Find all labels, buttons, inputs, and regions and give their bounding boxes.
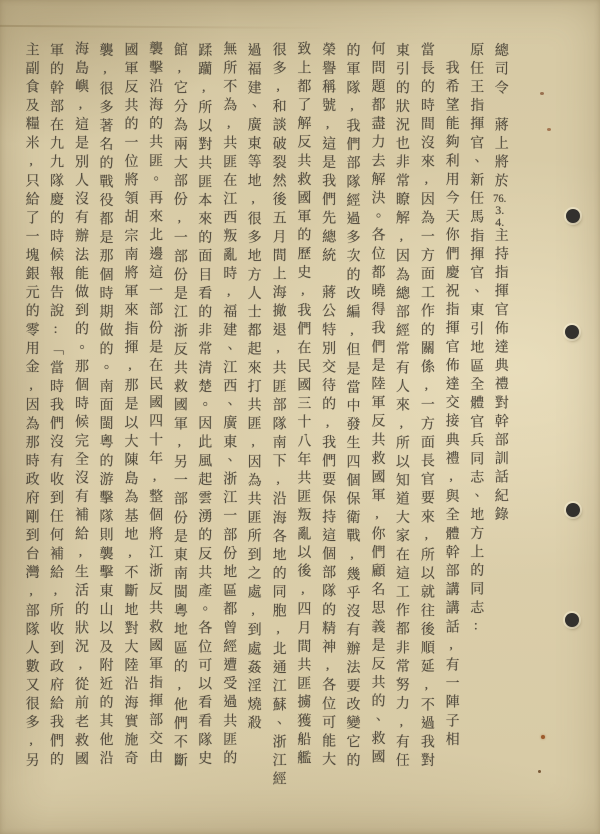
text-column-15: 襲擊沿海的共匪。再來北邊這一部份是在民國四十年,整個將江浙反共救國軍指揮部交由 bbox=[147, 41, 163, 768]
punch-hole-4 bbox=[565, 613, 579, 627]
text-column-13: 蹂躪,所以對共匪本來的面目看的非常清楚。因此風起雲湧的反共產。各位可以看看隊史 bbox=[196, 42, 212, 770]
text-column-14: 館,它分為兩大部份,一部份是江浙反共救國軍,另一部份是東南閩粵地區的,他們不斷 bbox=[171, 42, 187, 772]
punch-hole-3 bbox=[566, 503, 580, 517]
paper-stain bbox=[541, 735, 545, 739]
text-column-9: 致上都了解反共救國軍的歷史,我們在民國三十八年共匪叛亂以後,四月間共匪擄獲船艦 bbox=[295, 41, 311, 769]
text-column-4: 當長的時間沒來,因為一方面工作的關係,一方面長官要來,所以就往後順延,不過我對 bbox=[418, 42, 434, 772]
punch-hole-2 bbox=[565, 325, 579, 339]
date-numeral: 76. bbox=[493, 191, 507, 204]
date-numeral: 4. bbox=[495, 215, 505, 228]
text-column-19: 軍的幹部在九九隊慶的時候報告說:「當時我們沒有收到任何補給,所收到政府給我們的 bbox=[48, 42, 64, 771]
text-column-17: 襲,很多著名的戰役都是那個時期做的。南面閩粵的游擊隊則襲擊東山以及附近的其他沿 bbox=[97, 42, 113, 770]
paper-stain bbox=[540, 92, 544, 95]
text-column-18: 海島嶼,這是別人沒有辦法能做到的。那個時候完全沒有補給,生活的狀況,從前老救國 bbox=[73, 41, 89, 770]
text-column-12: 無所不為,共匪在江西叛亂時,福建、江西、廣東、浙江一部份地區都曾經遭受過共匪的 bbox=[221, 41, 237, 769]
text-column-1: 總司令 蔣上將於76.3.4.主持指揮官佈達典禮對幹部訓話紀錄 bbox=[492, 42, 508, 526]
speech-transcript-text bbox=[18, 42, 512, 798]
date-numeral: 3. bbox=[495, 203, 505, 216]
text-column-16: 國軍反共的一位將領胡宗南將軍來指揮,那是以大陳島為基地,不斷地對大陸沿海實施奇 bbox=[122, 42, 138, 770]
text-column-11: 過福建、廣東等地,很多地方人士都起來打共匪,因為共匪所到之處,到處姦淫燒殺 bbox=[245, 42, 261, 735]
punch-hole-1 bbox=[566, 209, 580, 223]
text-column-10: 很多,和談破裂然後五月間上海撤退,共匪部隊南下,沿海各地的同胞,北通江蘇、浙江經 bbox=[270, 42, 286, 790]
text-column-7: 的軍隊,我們部隊經過多次的改編,但是當中發生四個保衛戰,幾乎沒有辦法要改變它的 bbox=[344, 42, 360, 772]
paper-crease bbox=[0, 25, 340, 29]
text-column-8: 榮譽稱號,這是我們先總統 蔣公特別交待的,我們要保持這個部隊的精神,各位可能大 bbox=[320, 42, 336, 771]
paper-stain bbox=[538, 770, 541, 773]
paper-stain bbox=[547, 128, 551, 131]
text-column-20: 主副食及糧米,只給了一塊銀元的零用金,因為那時政府剛到台灣,部隊人數又很多,另 bbox=[23, 42, 39, 772]
text-column-6: 何問題都盡力去解決。各位都曉得我們是陸軍反共救國軍,你們顧名思義是反共的、救國 bbox=[369, 41, 385, 768]
text-column-5: 東引的狀況也非常瞭解,因為總部經常有人來,所以知道大家在這工作都非常努力,有任 bbox=[393, 42, 409, 772]
text-column-3: 我希望能夠利用今天你們慶祝指揮官佈達交接典禮,與全體幹部講講話,有一陣子相 bbox=[443, 41, 459, 751]
text-column-2: 原任王指揮官、新任馬指揮官、東引地區全體官兵同志、地方上的同志: bbox=[468, 42, 484, 639]
